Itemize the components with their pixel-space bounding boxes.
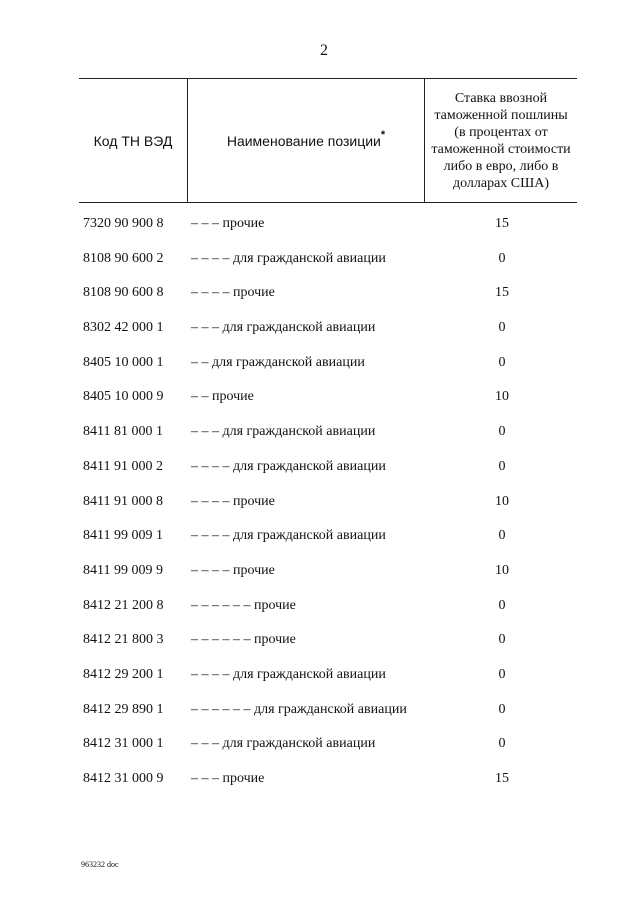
row-name: – – – – для гражданской авиации <box>191 666 386 682</box>
table-row <box>0 598 640 633</box>
table-row <box>0 736 640 771</box>
row-rate: 10 <box>495 389 509 405</box>
row-name: – – прочие <box>191 389 254 405</box>
table-row <box>0 667 640 702</box>
table-row <box>0 563 640 598</box>
header-name-label: Наименование позиции <box>226 132 381 149</box>
row-rate: 0 <box>498 701 506 717</box>
row-rate: 0 <box>498 736 506 752</box>
footer-doc-id: 963232 doc <box>81 860 119 869</box>
table-row <box>0 494 640 529</box>
row-name: – – – – для гражданской авиации <box>191 458 386 474</box>
row-rate: 0 <box>498 528 506 544</box>
row-name: – – – – прочие <box>191 493 275 509</box>
row-code: 8412 31 000 1 <box>83 736 164 752</box>
row-name: – – – прочие <box>191 771 265 786</box>
header-code-column: Код ТН ВЭД <box>93 132 173 149</box>
row-code: 8412 29 200 1 <box>83 666 164 682</box>
row-code: 8412 29 890 1 <box>83 701 164 717</box>
row-code: 8411 91 000 8 <box>83 493 163 509</box>
row-rate: 0 <box>498 632 506 648</box>
row-name: – – – – – – прочие <box>191 597 296 613</box>
table-row <box>0 632 640 667</box>
row-name: – – для гражданской авиации <box>191 354 365 370</box>
row-rate: 0 <box>498 597 506 613</box>
row-code: 8108 90 600 8 <box>83 285 164 301</box>
row-name: – – – – для гражданской авиации <box>191 250 386 266</box>
row-code: 8411 99 009 1 <box>83 528 163 544</box>
table-row <box>0 216 640 251</box>
row-code: 8405 10 000 1 <box>83 354 164 370</box>
row-name: – – – – прочие <box>191 285 275 301</box>
row-code: 8411 99 009 9 <box>83 562 163 578</box>
row-rate: 10 <box>495 562 509 578</box>
row-code: 8405 10 000 9 <box>83 389 164 405</box>
header-name-column <box>187 79 425 202</box>
table-header <box>79 78 577 203</box>
row-code: 8302 42 000 1 <box>83 320 164 336</box>
row-rate: 15 <box>495 285 509 301</box>
table-row <box>0 424 640 459</box>
table-row <box>0 251 640 286</box>
table-body <box>0 216 640 806</box>
row-rate: 15 <box>495 771 509 786</box>
table-row <box>0 285 640 320</box>
table-row <box>0 355 640 390</box>
row-rate: 0 <box>498 666 506 682</box>
row-name: – – – прочие <box>191 216 265 231</box>
row-rate: 10 <box>495 493 509 509</box>
page-number: 2 <box>320 42 328 59</box>
header-name-footnote-mark: * <box>380 128 386 141</box>
row-rate: 0 <box>498 354 506 370</box>
row-name: – – – – – – для гражданской авиации <box>191 701 407 717</box>
row-code: 8412 21 200 8 <box>83 597 164 613</box>
row-code: 8411 91 000 2 <box>83 458 163 474</box>
table-row <box>0 459 640 494</box>
row-code: 8108 90 600 2 <box>83 250 164 266</box>
row-name: – – – для гражданской авиации <box>191 424 376 440</box>
row-rate: 0 <box>498 250 506 266</box>
row-code: 8412 21 800 3 <box>83 632 164 648</box>
row-code: 8411 81 000 1 <box>83 424 163 440</box>
table-row <box>0 528 640 563</box>
header-rate-column: Ставка ввозной таможенной пошлины (в процентах от таможенной стоимости либо в евро, либо в долларах США) <box>431 90 571 191</box>
table-row <box>0 771 640 806</box>
row-name: – – – – прочие <box>191 562 275 578</box>
row-name: – – – для гражданской авиации <box>191 736 376 752</box>
table-row <box>0 389 640 424</box>
row-rate: 15 <box>495 216 509 231</box>
row-name: – – – – – – прочие <box>191 632 296 648</box>
table-row <box>0 320 640 355</box>
row-name: – – – для гражданской авиации <box>191 320 376 336</box>
row-rate: 0 <box>498 424 506 440</box>
row-code: 8412 31 000 9 <box>83 771 164 786</box>
row-name: – – – – для гражданской авиации <box>191 528 386 544</box>
table-row <box>0 702 640 737</box>
row-rate: 0 <box>498 320 506 336</box>
row-code: 7320 90 900 8 <box>83 216 164 231</box>
row-rate: 0 <box>498 458 506 474</box>
